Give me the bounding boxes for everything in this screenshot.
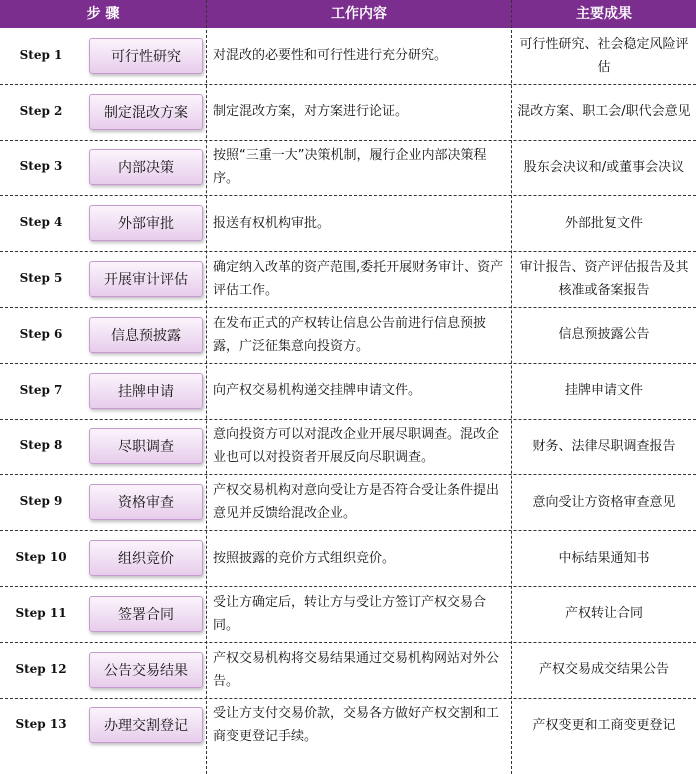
step-content: 向产权交易机构递交挂牌申请文件。 (213, 383, 422, 399)
row-divider (0, 642, 696, 643)
table-row (0, 530, 696, 586)
step-result: 挂牌申请文件 (564, 383, 643, 399)
step-number: Step 10 (15, 550, 67, 565)
step-name-button: 组织竞价 (89, 540, 203, 576)
table-row (0, 474, 696, 530)
step-name-button: 挂牌申请 (89, 373, 203, 409)
step-result: 审计报告、资产评估报告及其核准或备案报告 (519, 260, 689, 299)
row-divider (0, 698, 696, 699)
step-result: 产权变更和工商变更登记 (532, 717, 676, 733)
step-name-button: 制定混改方案 (89, 94, 203, 130)
step-name-button: 可行性研究 (89, 38, 203, 74)
step-content: 意向投资方可以对混改企业开展尽职调查。混改企业也可以对投资者开展反向尽职调查。 (213, 427, 500, 466)
row-divider (0, 419, 696, 420)
step-content: 按照“三重一大”决策机制，履行企业内部决策程序。 (213, 148, 487, 187)
row-divider (0, 474, 696, 475)
step-name-button: 内部决策 (89, 149, 203, 185)
row-divider (0, 363, 696, 364)
step-result: 产权转让合同 (564, 606, 643, 622)
table-row (0, 307, 696, 363)
step-name-button: 签署合同 (89, 596, 203, 632)
row-divider (0, 195, 696, 196)
row-divider (0, 84, 696, 85)
step-number: Step 8 (19, 438, 63, 453)
table-row (0, 363, 696, 419)
step-number: Step 1 (19, 47, 63, 62)
step-content: 对混改的必要性和可行性进行充分研究。 (213, 48, 448, 64)
header-result: 主要成果 (576, 6, 632, 22)
step-name-button: 尽职调查 (89, 428, 203, 464)
step-name-button: 信息预披露 (89, 317, 203, 353)
step-content: 受让方支付交易价款，交易各方做好产权交割和工商变更登记手续。 (213, 706, 500, 745)
step-content: 确定纳入改革的资产范围,委托开展财务审计、资产评估工作。 (213, 260, 504, 299)
step-name-button: 资格审查 (89, 484, 203, 520)
table-row (0, 642, 696, 698)
step-number: Step 5 (19, 271, 63, 286)
step-result: 信息预披露公告 (558, 327, 650, 343)
step-name-button: 开展审计评估 (89, 261, 203, 297)
step-content: 报送有权机构审批。 (213, 215, 331, 231)
step-number: Step 11 (15, 605, 67, 620)
table-row (0, 419, 696, 475)
step-result: 意向受让方资格审查意见 (532, 494, 676, 510)
table-row (0, 251, 696, 307)
step-number: Step 3 (19, 159, 63, 174)
table-row (0, 195, 696, 251)
table-row (0, 140, 696, 196)
step-number: Step 9 (19, 494, 63, 509)
step-content: 在发布正式的产权转让信息公告前进行信息预披露，广泛征集意向投资方。 (213, 315, 487, 354)
table-row (0, 28, 696, 84)
step-name-button: 公告交易结果 (89, 652, 203, 688)
step-result: 股东会决议和/或董事会决议 (523, 159, 685, 175)
step-number: Step 13 (15, 717, 67, 732)
step-result: 中标结果通知书 (558, 550, 650, 566)
step-number: Step 7 (19, 382, 63, 397)
step-result: 混改方案、职工会/职代会意见 (517, 104, 691, 120)
step-content: 制定混改方案，对方案进行论证。 (213, 104, 409, 120)
step-number: Step 2 (19, 103, 63, 118)
step-content: 按照披露的竞价方式组织竞价。 (213, 550, 396, 566)
step-number: Step 12 (15, 661, 67, 676)
table-row (0, 84, 696, 140)
step-number: Step 6 (19, 326, 63, 341)
row-divider (0, 530, 696, 531)
step-result: 外部批复文件 (564, 215, 643, 231)
row-divider (0, 251, 696, 252)
table-row (0, 698, 696, 754)
step-content: 受让方确定后，转让方与受让方签订产权交易合同。 (213, 594, 487, 633)
step-number: Step 4 (19, 215, 63, 230)
step-result: 产权交易成交结果公告 (538, 662, 669, 678)
step-content: 产权交易机构对意向受让方是否符合受让条件提出意见并反馈给混改企业。 (213, 483, 500, 522)
row-divider (0, 586, 696, 587)
row-divider (0, 307, 696, 308)
step-result: 可行性研究、社会稳定风险评估 (519, 36, 689, 75)
table-row (0, 586, 696, 642)
step-name-button: 办理交割登记 (89, 707, 203, 743)
step-content: 产权交易机构将交易结果通过交易机构网站对外公告。 (213, 650, 500, 689)
row-divider (0, 140, 696, 141)
header-step: 步 骤 (86, 6, 120, 22)
header-content: 工作内容 (331, 6, 387, 22)
step-name-button: 外部审批 (89, 205, 203, 241)
step-result: 财务、法律尽职调查报告 (532, 438, 676, 454)
table-header (0, 0, 696, 28)
